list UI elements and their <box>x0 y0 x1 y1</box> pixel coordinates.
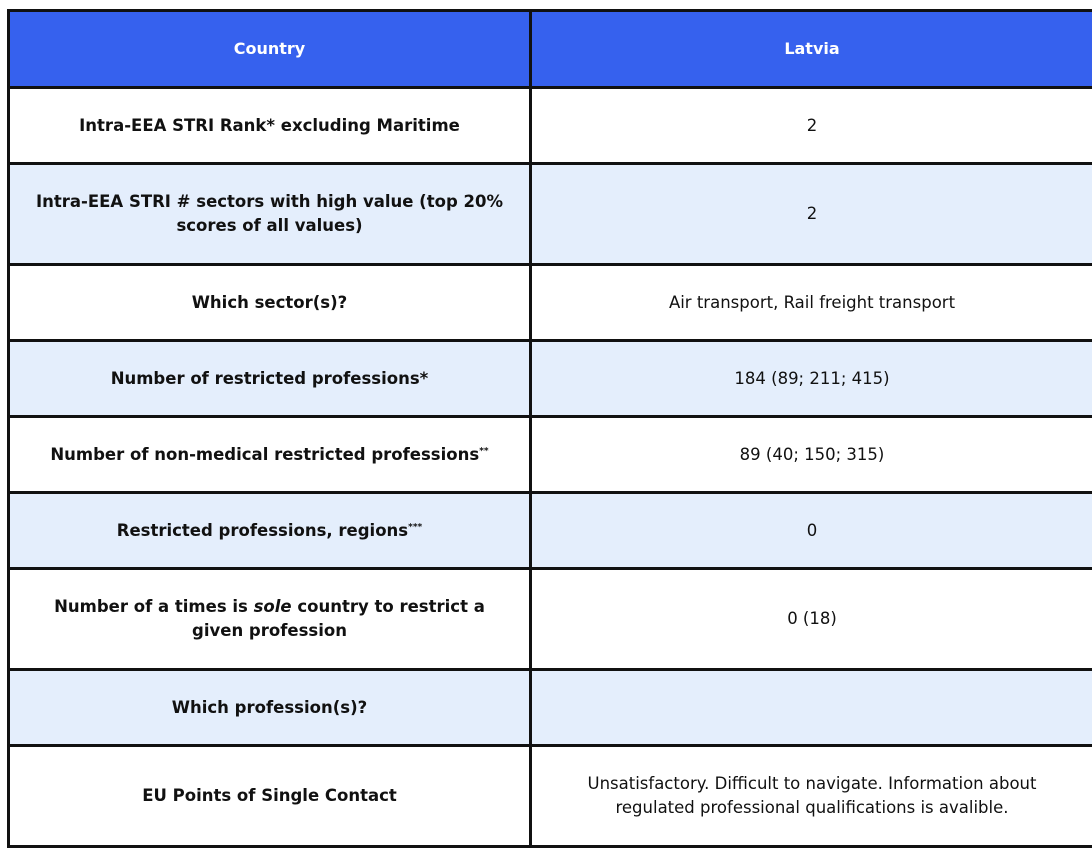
header-country-label: Country <box>9 11 531 88</box>
table-row-high-value-sectors <box>9 164 1092 265</box>
footnote-marker-double: ** <box>479 446 488 456</box>
row-label-single-contact: EU Points of Single Contact <box>9 746 531 847</box>
table-row-sole-country <box>9 569 1092 670</box>
row-value-which-professions <box>531 670 1092 746</box>
row-label-sole-part1: Number of a times is <box>54 597 253 616</box>
row-label-stri-rank: Intra-EEA STRI Rank* excluding Maritime <box>9 88 531 164</box>
country-profile-table-wrapper <box>7 9 1092 848</box>
row-value-sole-country: 0 (18) <box>531 569 1092 670</box>
table-row-non-medical-professions <box>9 417 1092 493</box>
row-value-stri-rank: 2 <box>531 88 1092 164</box>
row-value-restricted-professions: 184 (89; 211; 415) <box>531 341 1092 417</box>
table-row-regions <box>9 493 1092 569</box>
row-label-non-medical-text: Number of non-medical restricted professions <box>50 445 479 464</box>
table-row-which-sectors <box>9 265 1092 341</box>
row-value-non-medical-professions: 89 (40; 150; 315) <box>531 417 1092 493</box>
table-row-single-contact <box>9 746 1092 847</box>
footnote-marker-triple: *** <box>408 522 422 532</box>
row-value-single-contact: Unsatisfactory. Difficult to navigate. Information about regulated professional qualifications is avalible. <box>531 746 1092 847</box>
table-header-row <box>9 11 1092 88</box>
table-row-which-professions <box>9 670 1092 746</box>
row-label-regions-text: Restricted professions, regions <box>117 521 408 540</box>
row-label-restricted-professions: Number of restricted professions* <box>9 341 531 417</box>
row-label-sole-part2: country to restrict a given profession <box>192 597 485 640</box>
row-label-high-value-sectors: Intra-EEA STRI # sectors with high value (top 20% scores of all values) <box>9 164 531 265</box>
row-label-non-medical-professions <box>9 417 531 493</box>
country-profile-table <box>7 9 1092 848</box>
header-country-value: Latvia <box>531 11 1092 88</box>
row-value-which-sectors: Air transport, Rail freight transport <box>531 265 1092 341</box>
row-label-which-sectors: Which sector(s)? <box>9 265 531 341</box>
row-label-sole-emphasis: sole <box>254 597 292 616</box>
row-label-regions <box>9 493 531 569</box>
row-label-sole-country <box>9 569 531 670</box>
row-value-regions: 0 <box>531 493 1092 569</box>
row-value-high-value-sectors: 2 <box>531 164 1092 265</box>
row-label-which-professions: Which profession(s)? <box>9 670 531 746</box>
table-row-stri-rank <box>9 88 1092 164</box>
table-row-restricted-professions <box>9 341 1092 417</box>
